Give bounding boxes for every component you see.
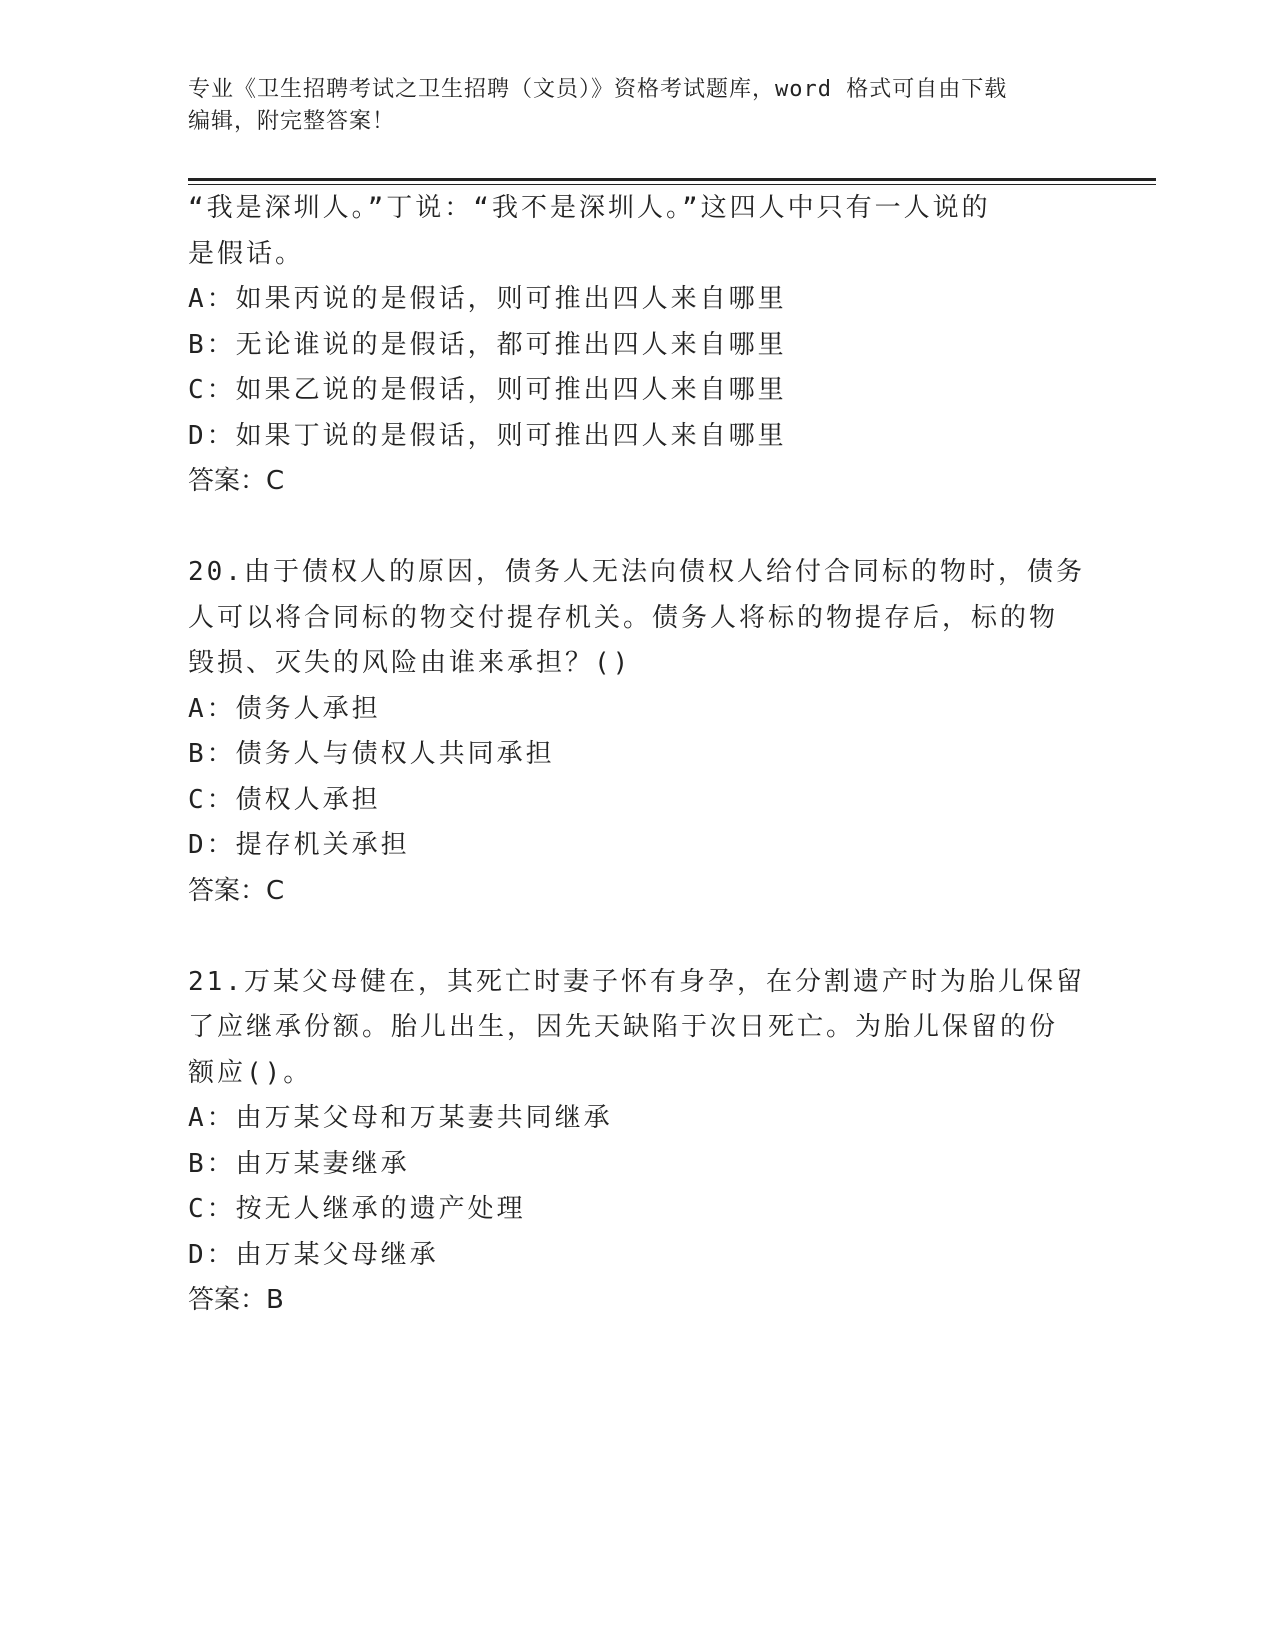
option-a: A：债务人承担 [188,693,381,724]
option-d: D：提存机关承担 [188,830,410,860]
question-stem-line: 了应继承份额。胎儿出生，因先天缺陷于次日死亡。为胎儿保留的份 [188,1012,1059,1042]
option-d: D：由万某父母继承 [188,1239,439,1270]
document-body [188,186,1085,1324]
option-a: A：由万某父母和万某妻共同继承 [188,1103,613,1133]
option-c: C：如果乙说的是假话，则可推出四人来自哪里 [188,375,787,405]
header-line-2: 编辑，附完整答案！ [188,109,396,134]
question-stem-line: “我是深圳人。”丁说：“我不是深圳人。”这四人中只有一人说的 [188,193,991,223]
header-line-1: 专业《卫生招聘考试之卫生招聘（文员）》资格考试题库，word 格式可自由下载 [188,77,1008,102]
question-19 [188,186,1078,505]
answer-line: 答案：B [188,1285,284,1315]
spacer [188,505,1078,551]
option-d: D：如果丁说的是假话，则可推出四人来自哪里 [188,420,787,451]
option-b: B：无论谁说的是假话，都可推出四人来自哪里 [188,329,787,360]
question-stem-line: 20.由于债权人的原因，债务人无法向债权人给付合同标的物时，债务 [188,557,1085,587]
document-header [188,74,1068,138]
header-divider-thick [188,178,1156,181]
option-b: B：债务人与债权人共同承担 [188,739,555,769]
option-c: C：按无人继承的遗产处理 [188,1194,526,1224]
option-c: C：债权人承担 [188,784,381,815]
question-stem-line: 额应()。 [188,1057,313,1088]
option-a: A：如果丙说的是假话，则可推出四人来自哪里 [188,284,787,314]
question-stem-line: 是假话。 [188,238,305,269]
spacer [188,914,1078,960]
question-stem-line: 21.万某父母健在，其死亡时妻子怀有身孕，在分割遗产时为胎儿保留 [188,966,1085,997]
question-stem-line: 毁损、灭失的风险由谁来承担？() [188,648,632,678]
question-20 [188,550,1085,914]
answer-line: 答案：C [188,466,285,496]
option-b: B：由万某妻继承 [188,1148,410,1179]
header-divider-thin [188,184,1156,185]
question-stem-line: 人可以将合同标的物交付提存机关。债务人将标的物提存后，标的物 [188,602,1059,633]
answer-line: 答案：C [188,875,285,906]
question-21 [188,960,1085,1324]
